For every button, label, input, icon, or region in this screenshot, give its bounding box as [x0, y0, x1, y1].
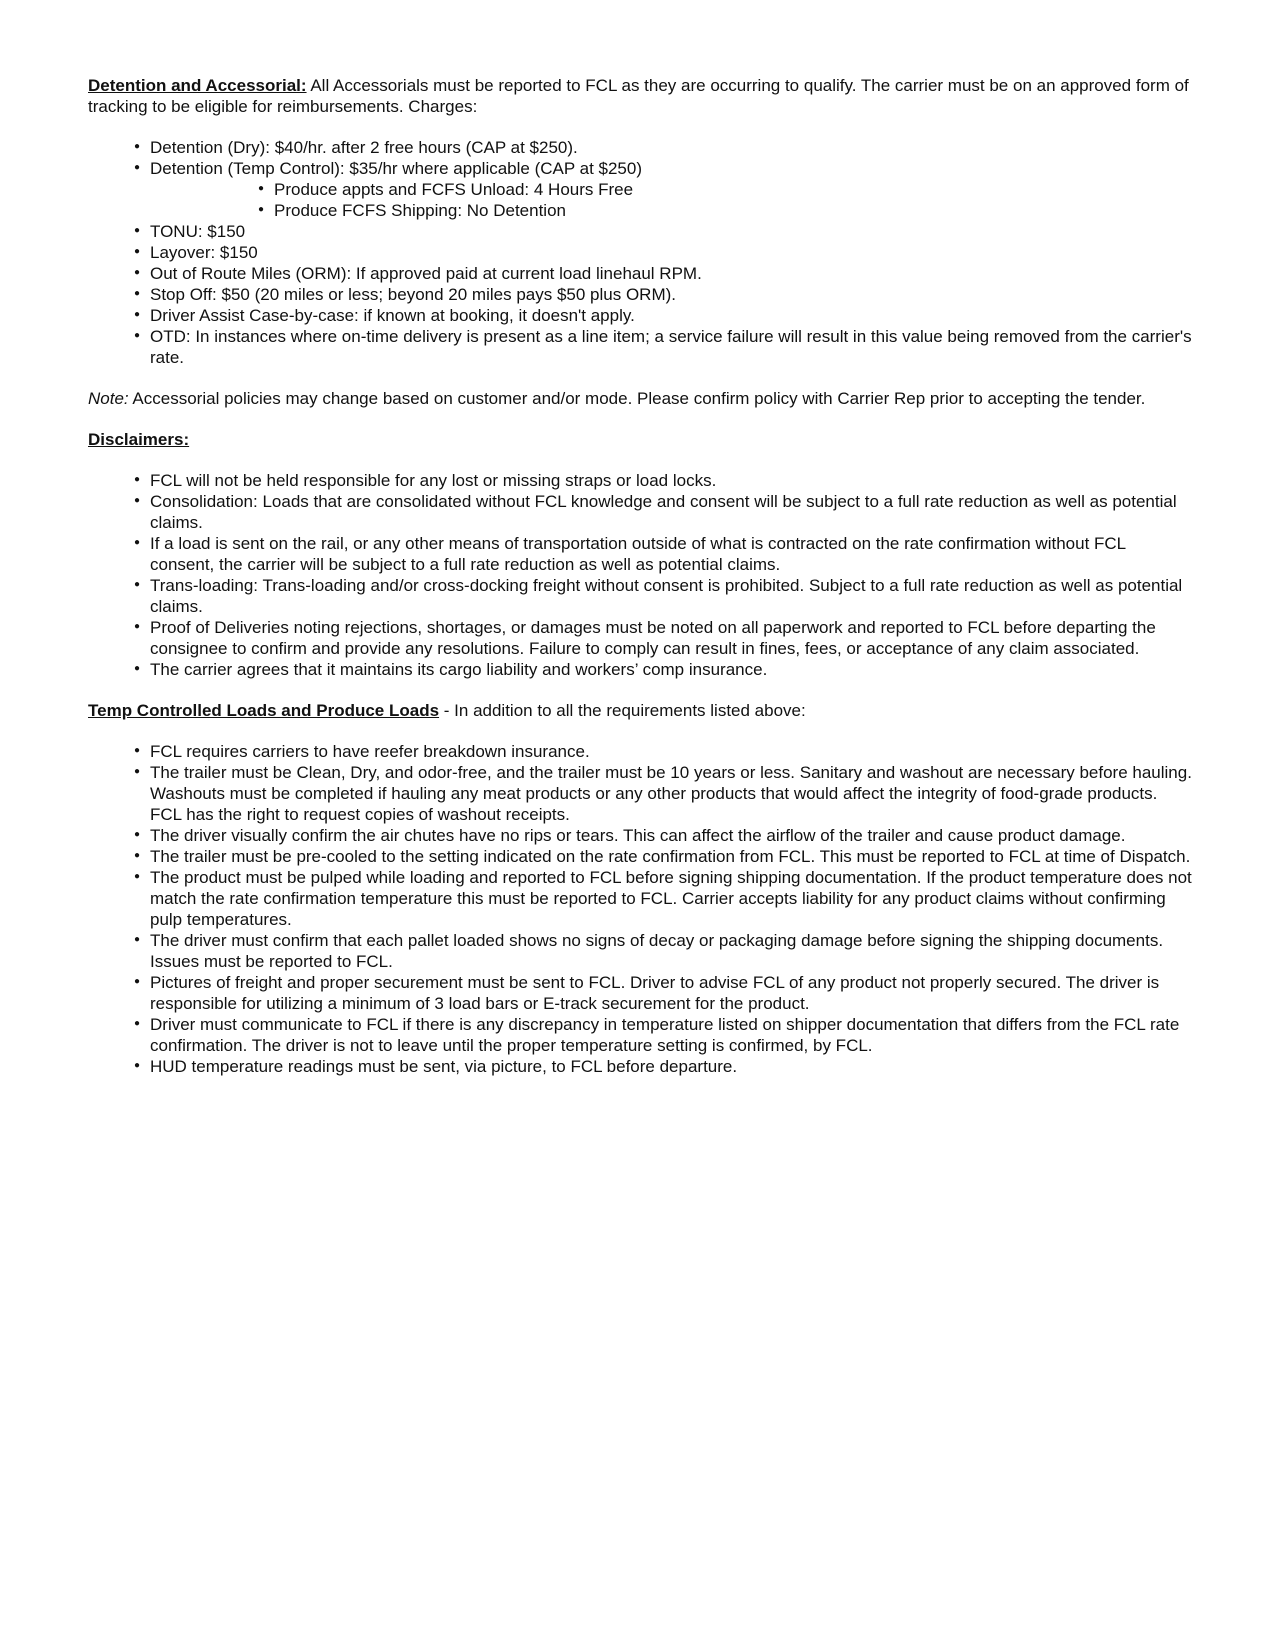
sub-list-item: ● Produce FCFS Shipping: No Detention: [150, 200, 1193, 221]
detention-intro: All Accessorials must be reported to FCL as they are occurring to qualify. The carrier must be on an approved form of tracking to be eligible for reimbursements. Charges:: [88, 76, 1189, 116]
sub-list-item: ● Produce appts and FCFS Unload: 4 Hours Free: [150, 179, 1193, 200]
detention-paragraph: [88, 75, 1193, 117]
note-label: Note:: [88, 389, 129, 408]
list-item: ● FCL will not be held responsible for any lost or missing straps or load locks.: [88, 470, 1193, 491]
list-item: ● Driver Assist Case-by-case: if known at booking, it doesn't apply.: [88, 305, 1193, 326]
list-item-text: Detention (Temp Control): $35/hr where applicable (CAP at $250): [150, 159, 643, 178]
list-item: ● Consolidation: Loads that are consolidated without FCL knowledge and consent will be subject to a full rate reduction as well as potential claims.: [88, 491, 1193, 533]
list-item: ● Detention (Dry): $40/hr. after 2 free hours (CAP at $250).: [88, 137, 1193, 158]
list-item: ● The driver visually confirm the air chutes have no rips or tears. This can affect the airflow of the trailer and cause product damage.: [88, 825, 1193, 846]
list-item: [88, 158, 1193, 221]
temp-list: [88, 741, 1193, 1077]
note-text: Accessorial policies may change based on customer and/or mode. Please confirm policy with Carrier Rep prior to accepting the tender.: [128, 389, 1146, 408]
list-item: ● FCL requires carriers to have reefer breakdown insurance.: [88, 741, 1193, 762]
note-paragraph: [88, 388, 1193, 409]
detention-sublist: [150, 179, 1193, 221]
temp-intro: - In addition to all the requirements listed above:: [439, 701, 806, 720]
detention-list: [88, 137, 1193, 368]
disclaimers-list: [88, 470, 1193, 680]
list-item: ● Pictures of freight and proper securement must be sent to FCL. Driver to advise FCL of any product not properly secured. The driver is responsible for utilizing a minimum of 3 load bars or E-track securement for the product.: [88, 972, 1193, 1014]
disclaimers-heading: Disclaimers:: [88, 430, 190, 449]
list-item: ● If a load is sent on the rail, or any other means of transportation outside of what is contracted on the rate confirmation without FCL consent, the carrier will be subject to a full rate reduction as well as potential claims.: [88, 533, 1193, 575]
list-item: ● The trailer must be pre-cooled to the setting indicated on the rate confirmation from FCL. This must be reported to FCL at time of Dispatch.: [88, 846, 1193, 867]
list-item: ● Driver must communicate to FCL if there is any discrepancy in temperature listed on shipper documentation that differs from the FCL rate confirmation. The driver is not to leave until the proper temperature setting is confirmed, by FCL.: [88, 1014, 1193, 1056]
temp-heading: Temp Controlled Loads and Produce Loads: [88, 701, 440, 720]
list-item: ● Proof of Deliveries noting rejections, shortages, or damages must be noted on all paperwork and reported to FCL before departing the consignee to confirm and provide any resolutions. Failure to comply can result in fines, fees, or acceptance of any claim associated.: [88, 617, 1193, 659]
detention-heading: Detention and Accessorial:: [88, 76, 307, 95]
list-item: ● Out of Route Miles (ORM): If approved paid at current load linehaul RPM.: [88, 263, 1193, 284]
temp-paragraph: [88, 700, 1193, 721]
list-item: ● Layover: $150: [88, 242, 1193, 263]
list-item: ● Trans-loading: Trans-loading and/or cross-docking freight without consent is prohibited. Subject to a full rate reduction as well as potential claims.: [88, 575, 1193, 617]
list-item: ● HUD temperature readings must be sent, via picture, to FCL before departure.: [88, 1056, 1193, 1077]
list-item: ● Stop Off: $50 (20 miles or less; beyond 20 miles pays $50 plus ORM).: [88, 284, 1193, 305]
list-item: ● TONU: $150: [88, 221, 1193, 242]
disclaimers-paragraph: [88, 429, 1193, 450]
list-item: ● OTD: In instances where on-time delivery is present as a line item; a service failure will result in this value being removed from the carrier's rate.: [88, 326, 1193, 368]
list-item: ● The trailer must be Clean, Dry, and odor-free, and the trailer must be 10 years or less. Sanitary and washout are necessary before hauling. Washouts must be completed if hauling any meat products or any other products that would affect the integrity of food-grade products. FCL has the right to request copies of washout receipts.: [88, 762, 1193, 825]
list-item: ● The carrier agrees that it maintains its cargo liability and workers’ comp insurance.: [88, 659, 1193, 680]
list-item: ● The driver must confirm that each pallet loaded shows no signs of decay or packaging damage before signing the shipping documents. Issues must be reported to FCL.: [88, 930, 1193, 972]
list-item: ● The product must be pulped while loading and reported to FCL before signing shipping documentation. If the product temperature does not match the rate confirmation temperature this must be reported to FCL. Carrier accepts liability for any product claims without confirming pulp temperatures.: [88, 867, 1193, 930]
document-page: [88, 75, 1193, 1097]
